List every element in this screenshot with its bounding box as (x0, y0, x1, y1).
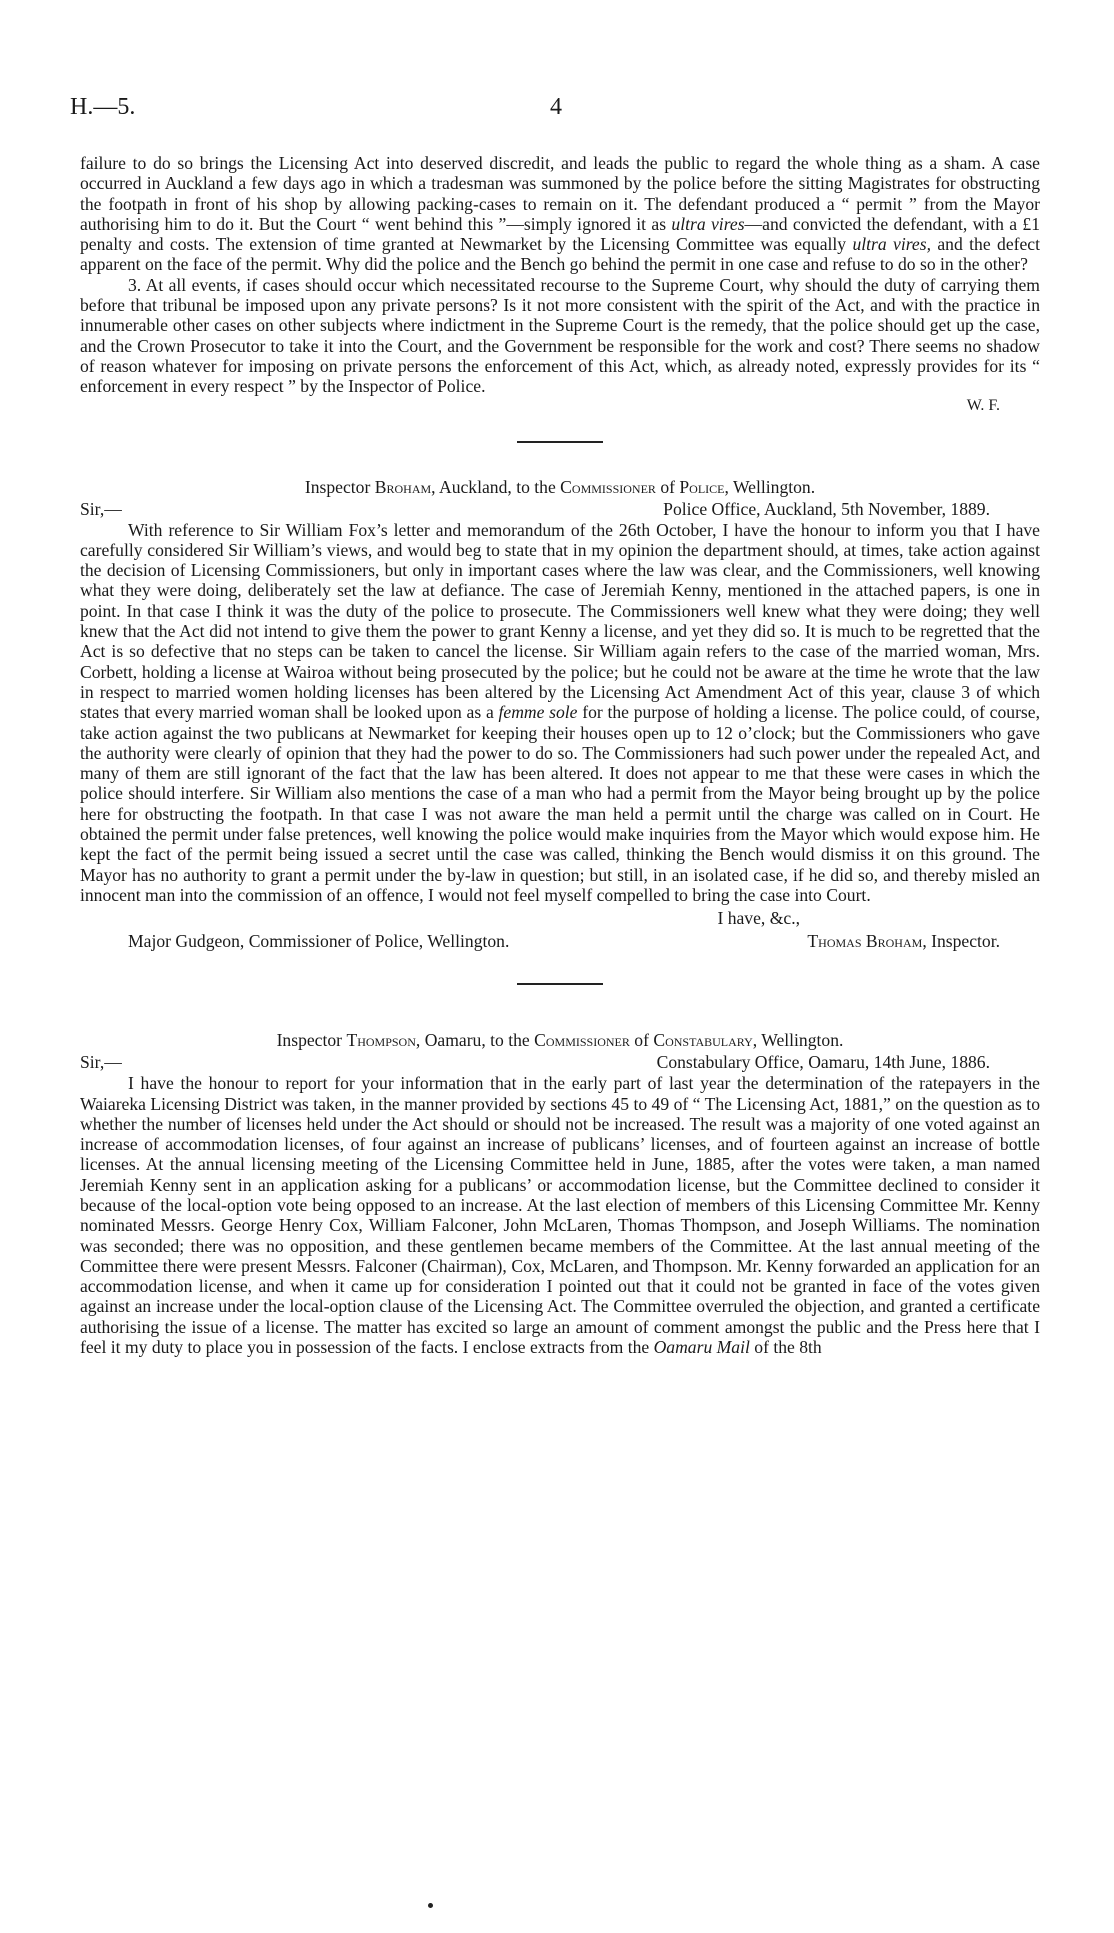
italic-run: ultra vires (671, 213, 745, 234)
text-run: of (655, 476, 680, 497)
small-caps-run: Commissioner (534, 1030, 630, 1051)
text-run: of the 8th (749, 1337, 822, 1358)
text-run: failure to do so brings the Licensing Act into deserved discredit, and leads the public to regard the whole thing as a sham. A case occurred in Auckland a few days ago in which a tradesman was summoned by the police before the sitting Magistrates for obstructing the footpath in front of his shop by allowing packing-cases to remain on it. The defendant produced a “ permit ” from the Mayor authorising him to do it. But the Court “ went behind this ”—simply ignored it as (80, 153, 1040, 234)
small-caps-run: Constabulary (653, 1030, 753, 1051)
letter2-salutation-row (80, 1051, 1040, 1073)
small-caps-run: Thompson (346, 1030, 416, 1051)
text-run: and the defect apparent on the face of the permit. Why did the police and the Bench go behind the permit in one case and refuse to do so in the other? (80, 234, 1040, 275)
text-run: , Oamaru, to the (415, 1030, 535, 1051)
italic-run: ultra vires, (852, 234, 931, 255)
text-run: I have the honour to report for your information that in the early part of last year the determination of the ratepayers in the Waiareka Licensing District was taken, in the manner provided by sections 45 to 49 of “ The Licensing Act, 1881,” on the question as to whether the number of licenses held under the Act should or should not be increased. The result was a majority of one voted against an increase of accommodation licenses, of four against an increase of publicans’ licenses, and of fourteen against an increase of bottle licenses. At the annual licensing meeting of the Licensing Committee held in June, 1885, after the votes were taken, a man named Jeremiah Kenny sent in an application asking for a publicans’ or accommodation license, but the Committee declined to consider it because of the local-option vote being opposed to an increase. At the last election of members of this Licensing Committee Mr. Kenny nominated Messrs. George Henry Cox, William Falconer, John McLaren, Thomas Thompson, and Joseph Williams. The nomination was seconded; there was no opposition, and these gentlemen became members of the Committee. At the last annual meeting of the Committee there were present Messrs. Falconer (Chairman), Cox, McLaren, and Thompson. Mr. Kenny forwarded an application for an accommodation license, and when it came up for consideration I pointed out that it could not be granted in face of the votes given against an increase under the local-option clause of the Licensing Act. The Committee overruled the objection, and granted a certificate authorising the issue of a license. The matter has excited so large an amount of comment amongst the public and the Press here that I feel it my duty to place you in possession of the facts. I enclose extracts from the (80, 1073, 1040, 1358)
text-run: Inspector (304, 476, 375, 497)
text-run: 3. At all events, if cases should occur which necessitated recourse to the Supreme Court, why should the duty of carrying them before that tribunal be imposed upon any private persons? Is it not more consistent with the spirit of the Act, and with the practice in innumerable other cases on other subjects where indictment in the Supreme Court is the remedy, that the police should get up the case, and the Crown Prosecutor to take it into the Court, and the Government be responsible for the work and cost? There seems no shadow of reason whatever for imposing on private persons the enforcement of this Act, which, as already noted, expressly provides for its “ enforcement in every respect ” by the Inspector of Police. (80, 274, 1040, 397)
text-run: for the purpose of holding a license. The police could, of course, take action against the two publicans at Newmarket for keeping their houses open up to 12 o’clock; but the Commissioners who gave the authority were clearly of opinion that they had the power to do so. The Commissioners had such power under the repealed Act, and many of them are still ignorant of the fact that the law has been altered. It does not appear to me that these were cases in which the police should interfere. Sir William also mentions the case of a man who had a permit from the Mayor being brought up by the police here for obstructing the footpath. In that case I was not aware the man held a permit until the charge was called on in Court. He obtained the permit under false pretences, well knowing the police would make inquiries from the Mayor which would expose him. He kept the fact of the permit being issued a secret until the case was called, thinking the Bench would dismiss it on this ground. The Mayor has no authority to grant a permit under the by-law in question; but still, in an isolated case, if he did so, and thereby misled an innocent man into the commission of an offence, I would not feel myself compelled to bring the case into Court. (80, 702, 1040, 905)
text-run: With reference to Sir William Fox’s letter and memorandum of the 26th October, I have the honour to inform you that I have carefully considered Sir William’s views, and would beg to state that in my opinion the department should, at times, take action against the decision of Licensing Commissioners, but only in important cases where the law was clear, and the Commissioners, well knowing what they were doing, deliberately set the law at defiance. The case of Jeremiah Kenny, mentioned in the attached papers, is one in point. In that case I think it was the duty of the police to prosecute. The Commissioners well knew what they were doing; they well knew that the Act did not intend to give them the power to grant Kenny a license, and yet they did so. It is much to be regretted that the Act is so defective that no steps can be taken to cancel the license. Sir William again refers to the case of the married woman, Mrs. Corbett, holding a license at Wairoa without being prosecuted by the police; but he could not be aware at the time he wrote that the law in respect to married women holding licenses has been altered by the Licensing Act Amendment Act of this year, clause 3 of which states that every married woman shall be looked upon as a (80, 519, 1040, 723)
text-run: , Wellington. (752, 1030, 844, 1051)
page-header (70, 94, 1044, 126)
continuation-signature-row (80, 397, 1040, 415)
section-divider (517, 441, 603, 443)
section-divider (517, 983, 603, 985)
letter1-recipient: Major Gudgeon, Commissioner of Police, Wellington. (128, 931, 510, 952)
letter2-salutation: Sir,— (80, 1052, 122, 1073)
letter1-signer (807, 929, 1000, 953)
continuation-paragraph-2 (80, 275, 1040, 397)
text-run: Inspector (276, 1030, 347, 1051)
italic-run: femme sole (498, 702, 578, 723)
letter2-address: Constabulary Office, Oamaru, 14th June, 1886. (656, 1052, 990, 1073)
letter1-signature-row (80, 929, 1040, 953)
small-caps-run: Commissioner (560, 476, 656, 497)
document-id: H.—5. (70, 94, 136, 120)
small-caps-run: Police (679, 476, 725, 497)
page-number: 4 (550, 94, 562, 120)
letter2-body (80, 1073, 1040, 1357)
text-run: , Wellington. (724, 476, 816, 497)
continuation-signature: W. F. (966, 396, 1000, 414)
italic-run: Oamaru Mail (653, 1337, 750, 1358)
letter1-address: Police Office, Auckland, 5th November, 1889. (663, 498, 990, 519)
letter1-salutation-row (80, 498, 1040, 520)
letter1-body (80, 520, 1040, 906)
small-caps-run: Broham (374, 476, 432, 497)
letter2-heading (80, 1029, 1040, 1051)
letter1-heading (80, 476, 1040, 498)
small-caps-run: Thomas Broham (807, 931, 923, 952)
letter1-salutation: Sir,— (80, 498, 122, 519)
text-run: —and convicted the defendant, with a £1 penalty and costs. The extension of time granted at Newmarket by the Licensing Committee was equally (80, 213, 1040, 255)
letter1-closing: I have, &c., (717, 908, 800, 929)
text-run: , Auckland, to the (431, 476, 561, 497)
page-body (80, 153, 1040, 1357)
page-mark (428, 1903, 433, 1908)
text-run: , Inspector. (922, 931, 1000, 952)
continuation-paragraph-1 (80, 153, 1040, 275)
text-run: of (629, 1030, 654, 1051)
